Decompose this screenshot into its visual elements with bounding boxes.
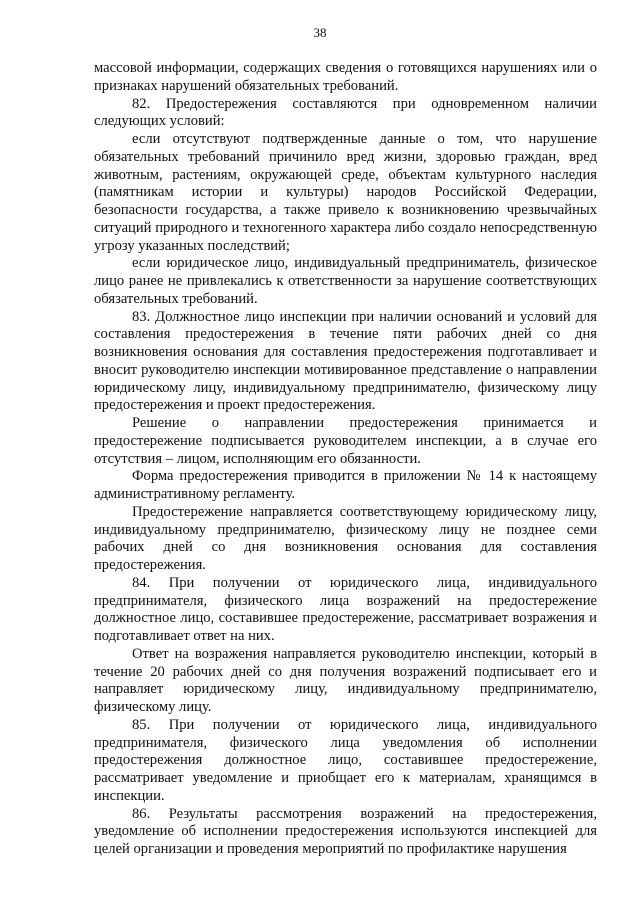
page-number: 38 (313, 25, 327, 40)
document-body (94, 60, 597, 859)
paragraph-84-reply: Ответ на возражения направляется руководителю инспекции, который в течение 20 рабочих дней со дня получения возражений подписывает его и направляет юридическому лицу, индивидуальному предпринимателю, физическому лицу. (94, 645, 597, 715)
paragraph-83-decision: Решение о направлении предостережения принимается и предостережение подписывается руководителем инспекции, а в случае его отсутствия – лицом, исполняющим его обязанности. (94, 415, 597, 467)
paragraph-85: 85. При получении от юридического лица, индивидуального предпринимателя, физического лица уведомления об исполнении предостережения должностное лицо, составившее предостережение, рассматривает уведомление и приобщает его к материалам, хранящимся в инспекции. (94, 716, 597, 804)
paragraph-82: 82. Предостережения составляются при одновременном наличии следующих условий: (94, 95, 597, 130)
paragraph-83-sending: Предостережение направляется соответствующему юридическому лицу, индивидуальному предпринимателю, физическому лицу не позднее семи рабочих дней со дня возникновения основания для составления предостережения. (94, 503, 597, 573)
paragraph-82-condition-2: если юридическое лицо, индивидуальный предприниматель, физическое лицо ранее не привлекались к ответственности за нарушение соответствующих обязательных требований. (94, 255, 597, 307)
paragraph-83-form: Форма предостережения приводится в приложении № 14 к настоящему административному регламенту. (94, 468, 597, 502)
paragraph-84: 84. При получении от юридического лица, индивидуального предпринимателя, физического лица возражений на предостережение должностное лицо, составившее предостережение, рассматривает возражения и подготавливает ответ на них. (94, 574, 597, 644)
paragraph-continuation: массовой информации, содержащих сведения о готовящихся нарушениях или о признаках нарушений обязательных требований. (94, 60, 597, 94)
paragraph-83: 83. Должностное лицо инспекции при наличии оснований и условий для составления предостережения в течение пяти рабочих дней со дня возникновения основания для составления предостережения подготавливает и вносит руководителю инспекции мотивированное представление о направлении юридическому лицу, индивидуальному предпринимателю, физическому лицу предостережения и проект предостережения. (94, 308, 597, 414)
paragraph-86: 86. Результаты рассмотрения возражений на предостережения, уведомление об исполнении предостережения используются инспекцией для целей организации и проведения мероприятий по профилактике нарушения (94, 805, 597, 857)
paragraph-82-condition-1: если отсутствуют подтвержденные данные о том, что нарушение обязательных требований причинило вред жизни, здоровью граждан, вред животным, растениям, окружающей среде, объектам культурного наследия (памятникам истории и культуры) народов Российской Федерации, безопасности государства, а также привело к возникновению чрезвычайных ситуаций природного и техногенного характера либо создало непосредственную угрозу указанных последствий; (94, 131, 597, 254)
